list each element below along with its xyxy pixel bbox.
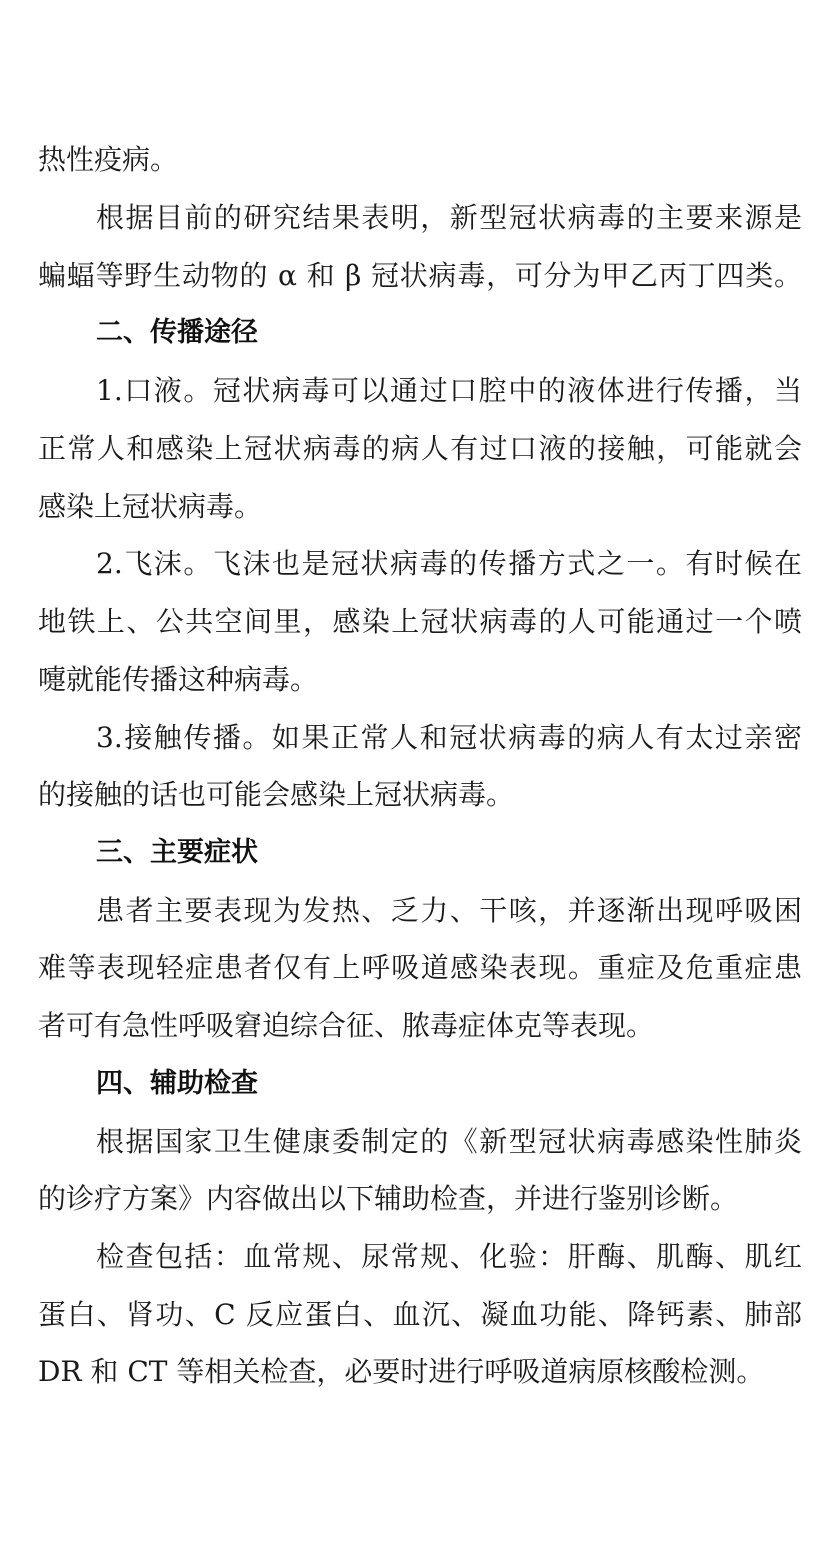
paragraph-line: 2.飞沫。飞沫也是冠状病毒的传播方式之一。有时候在 [96, 547, 802, 580]
paragraph-line: 正常人和感染上冠状病毒的病人有过口液的接触，可能就会 [38, 432, 802, 465]
paragraph-line: 感染上冠状病毒。 [38, 490, 263, 523]
paragraph-line: 地铁上、公共空间里，感染上冠状病毒的人可能通过一个喷 [38, 605, 802, 638]
section-heading-auxiliary-exam: 四、辅助检查 [96, 1068, 258, 1099]
paragraph-line: 蛋白、肾功、C 反应蛋白、血沉、凝血功能、降钙素、肺部 [38, 1298, 802, 1331]
paragraph-line: 难等表现轻症患者仅有上呼吸道感染表现。重症及危重症患 [38, 951, 802, 984]
paragraph-line: 1.口液。冠状病毒可以通过口腔中的液体进行传播，当 [96, 374, 802, 407]
paragraph-line: 嚏就能传播这种病毒。 [38, 663, 319, 696]
paragraph-line: 患者主要表现为发热、乏力、干咳，并逐渐出现呼吸困 [96, 894, 802, 927]
section-heading-transmission: 二、传播途径 [96, 317, 258, 348]
paragraph-line: 检查包括：血常规、尿常规、化验：肝酶、肌酶、肌红 [96, 1240, 802, 1273]
paragraph-line: 3.接触传播。如果正常人和冠状病毒的病人有太过亲密 [96, 721, 802, 754]
paragraph-line: 的诊疗方案》内容做出以下辅助检查，并进行鉴别诊断。 [38, 1182, 739, 1215]
paragraph-line: 热性疫病。 [38, 143, 179, 176]
section-heading-symptoms: 三、主要症状 [96, 837, 258, 868]
paragraph-line: 者可有急性呼吸窘迫综合征、脓毒症体克等表现。 [38, 1009, 655, 1042]
paragraph-line: 根据目前的研究结果表明，新型冠状病毒的主要来源是 [96, 201, 802, 234]
paragraph-line: DR 和 CT 等相关检查，必要时进行呼吸道病原核酸检测。 [38, 1355, 765, 1388]
paragraph-line: 蝙蝠等野生动物的 α 和 β 冠状病毒，可分为甲乙丙丁四类。 [38, 259, 802, 292]
paragraph-line: 的接触的话也可能会感染上冠状病毒。 [38, 778, 515, 811]
paragraph-line: 根据国家卫生健康委制定的《新型冠状病毒感染性肺炎 [96, 1125, 802, 1158]
